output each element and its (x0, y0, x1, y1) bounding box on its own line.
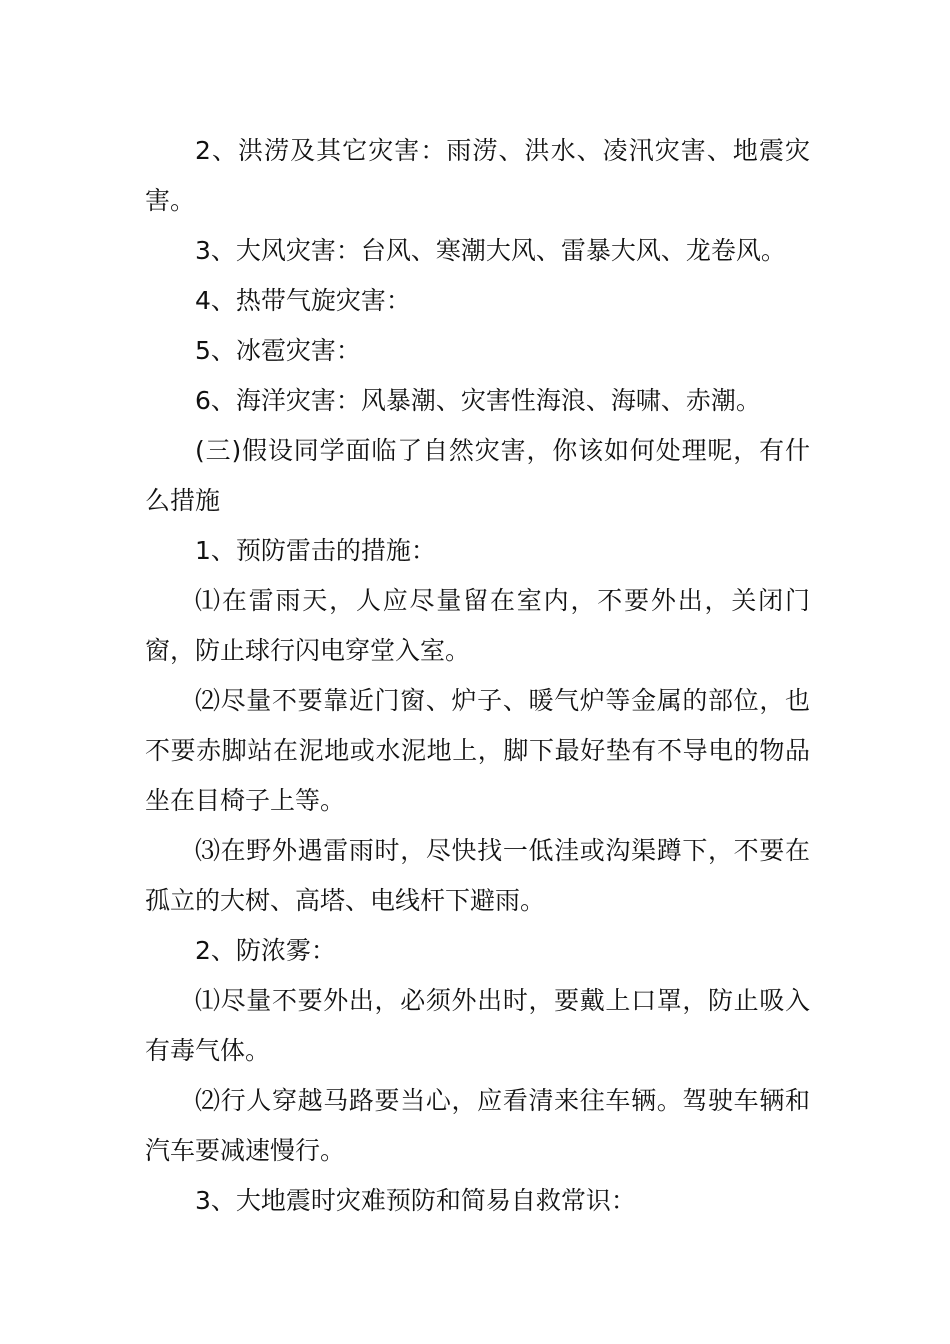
paragraph-fog-2: ⑵行人穿越马路要当心，应看清来往车辆。驾驶车辆和汽车要减速慢行。 (145, 1086, 810, 1165)
paragraph-lightning-3: ⑶在野外遇雷雨时，尽快找一低洼或沟渠蹲下，不要在孤立的大树、高塔、电线杆下避雨。 (145, 836, 810, 915)
paragraph-hail: 5、冰雹灾害： (195, 336, 361, 365)
section-heading-measures: (三)假设同学面临了自然灾害，你该如何处理呢，有什么措施 (145, 436, 810, 515)
subheading-earthquake: 3、大地震时灾难预防和简易自救常识： (195, 1186, 636, 1215)
paragraph-marine-disasters: 6、海洋灾害：风暴潮、灾害性海浪、海啸、赤潮。 (195, 386, 761, 415)
subheading-lightning: 1、预防雷击的措施： (195, 536, 436, 565)
paragraph-lightning-2: ⑵尽量不要靠近门窗、炉子、暖气炉等金属的部位，也不要赤脚站在泥地或水泥地上，脚下最好垫有不导电的物品坐在目椅子上等。 (145, 686, 810, 815)
paragraph-fog-1: ⑴尽量不要外出，必须外出时，要戴上口罩，防止吸入有毒气体。 (145, 986, 810, 1065)
subheading-fog: 2、防浓雾： (195, 936, 336, 965)
paragraph-tropical-cyclone: 4、热带气旋灾害： (195, 286, 411, 315)
document-body (145, 126, 810, 1226)
paragraph-flood-disasters: 2、洪涝及其它灾害：雨涝、洪水、凌汛灾害、地震灾害。 (145, 136, 810, 215)
paragraph-wind-disasters: 3、大风灾害：台风、寒潮大风、雷暴大风、龙卷风。 (195, 236, 786, 265)
paragraph-lightning-1: ⑴在雷雨天，人应尽量留在室内，不要外出，关闭门窗，防止球行闪电穿堂入室。 (145, 586, 810, 665)
